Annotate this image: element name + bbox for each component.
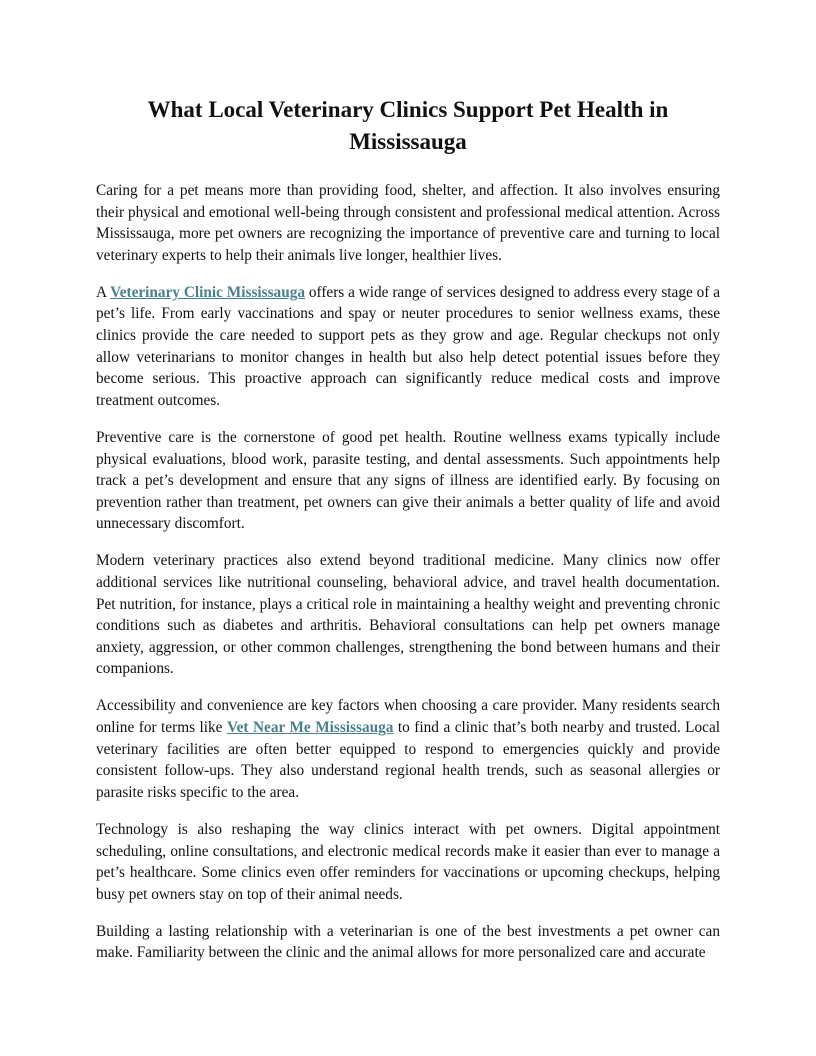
paragraph-1: Caring for a pet means more than providing food, shelter, and affection. It also involves ensuring their physical and emotional well-being through consistent and professional medical attention. Across Mississauga, more pet owners are recognizing the importance of preventive care and turning to local veterinary experts to help their animals live longer, healthier lives. [96, 182, 720, 264]
document-page [96, 94, 720, 980]
paragraph-5 [96, 695, 720, 803]
paragraph-3: Preventive care is the cornerstone of good pet health. Routine wellness exams typically include physical evaluations, blood work, parasite testing, and dental assessments. Such appointments help track a pet’s development and ensure that any signs of illness are identified early. By focusing on prevention rather than treatment, pet owners can give their animals a better quality of life and avoid unnecessary discomfort. [96, 428, 720, 533]
paragraph-6: Technology is also reshaping the way clinics interact with pet owners. Digital appointment scheduling, online consultations, and electronic medical records make it easier than ever to manage a pet’s healthcare. Some clinics even offer reminders for vaccinations or upcoming checkups, helping busy pet owners stay on top of their animal needs. [96, 820, 720, 903]
paragraph-text: offers a wide range of services designed to address every stage of a pet’s life. From early vaccinations and spay or neuter procedures to senior wellness exams, these clinics provide the care needed to support pets as they grow and age. Regular checkups not only allow veterinarians to monitor changes in health but also help detect potential issues before they become serious. This proactive approach can significantly reduce medical costs and improve treatment outcomes. [96, 283, 721, 409]
paragraph-2 [96, 282, 720, 412]
vet-near-me-link[interactable]: Vet Near Me Mississauga [226, 719, 394, 737]
paragraph-text: A [96, 283, 111, 301]
paragraph-4: Modern veterinary practices also extend beyond traditional medicine. Many clinics now offer additional services like nutritional counseling, behavioral advice, and travel health documentation. Pet nutrition, for instance, plays a critical role in maintaining a healthy weight and preventing chronic conditions such as diabetes and arthritis. Behavioral consultations can help pet owners manage anxiety, aggression, or other common challenges, strengthening the bond between humans and their companions. [96, 552, 720, 678]
paragraph-text: to find a clinic that’s both nearby and trusted. Local veterinary facilities are often better equipped to respond to emergencies quickly and provide consistent follow-ups. They also understand regional health trends, such as seasonal allergies or parasite risks specific to the area. [96, 719, 720, 801]
veterinary-clinic-link[interactable]: Veterinary Clinic Mississauga [110, 283, 306, 301]
paragraph-7: Building a lasting relationship with a veterinarian is one of the best investments a pet owner can make. Familiarity between the clinic and the animal allows for more personalized care and accurate [96, 922, 720, 962]
document-title: What Local Veterinary Clinics Support Pet Health in Mississauga [147, 97, 669, 154]
paragraph-text: Accessibility and convenience are key factors when choosing a care provider. Many residents search online for terms like [96, 697, 720, 737]
